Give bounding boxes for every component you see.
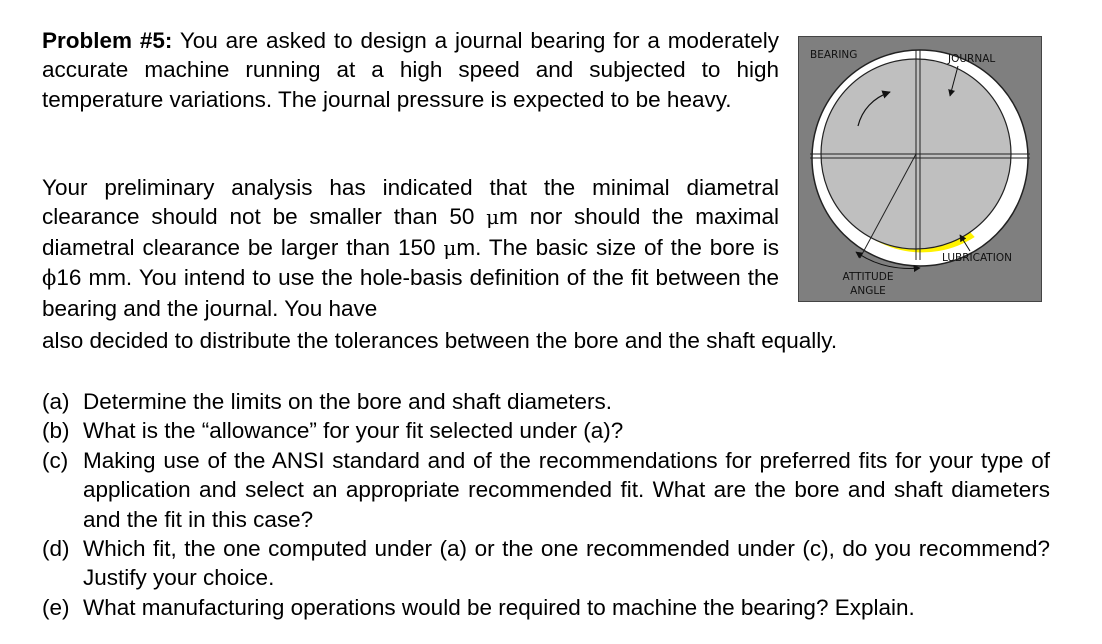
question-text: Determine the limits on the bore and shaft diameters. (83, 389, 613, 414)
analysis-paragraph-end (42, 326, 1052, 355)
diameter-symbol: ϕ (42, 266, 57, 291)
question-text: Making use of the ANSI standard and of the recommendations for preferred fits for your type of application and select an appropriate recommended fit. What are the bore and shaft diameters and the fit in this case? (83, 447, 1050, 532)
analysis-text-2: m nor should the maximal diametral clearance be larger than 150 (42, 204, 779, 260)
label-lubrication: LUBRICATION (942, 252, 1012, 264)
question-item (42, 416, 1050, 445)
analysis-text-3: m. The basic size of the bore is (456, 234, 779, 260)
journal-bearing-diagram (798, 36, 1042, 302)
question-item (42, 534, 1050, 593)
question-item (42, 593, 1050, 622)
problem-heading: Problem #5: (42, 28, 173, 53)
question-letter: (a) (42, 389, 70, 414)
label-angle: ANGLE (850, 285, 886, 297)
analysis-text-5: also decided to distribute the tolerances between the bore and the shaft equally. (42, 328, 838, 353)
question-text: What is the “allowance” for your fit selected under (a)? (83, 418, 624, 444)
problem-intro-text: You are asked to design a journal bearing for a moderately accurate machine running at a high speed and subjected to high temperature variations. The journal pressure is expected to be heavy. (42, 28, 779, 112)
label-attitude: ATTITUDE (842, 271, 894, 283)
question-item (42, 446, 1050, 534)
analysis-text-4: 16 mm. You intend to use the hole-basis definition of the fit between the bearing and the journal. You have (42, 265, 779, 321)
label-journal: JOURNAL (948, 53, 996, 65)
question-letter: (d) (42, 536, 70, 562)
question-item (42, 387, 1050, 416)
micro-symbol: μ (443, 235, 457, 260)
question-text: Which fit, the one computed under (a) or the one recommended under (c), do you recommend? Justify your choice. (83, 536, 1050, 591)
label-bearing: BEARING (810, 49, 858, 61)
analysis-paragraph (42, 173, 779, 323)
problem-intro-paragraph (42, 26, 779, 114)
question-list (42, 387, 1050, 622)
question-letter: (c) (42, 447, 69, 473)
micro-symbol: μ (486, 205, 500, 230)
question-text: What manufacturing operations would be required to machine the bearing? Explain. (83, 594, 915, 620)
analysis-text-1: Your preliminary analysis has indicated that the minimal diametral clearance should not be smaller than 50 (42, 175, 779, 230)
question-letter: (e) (42, 594, 70, 620)
question-letter: (b) (42, 418, 70, 444)
